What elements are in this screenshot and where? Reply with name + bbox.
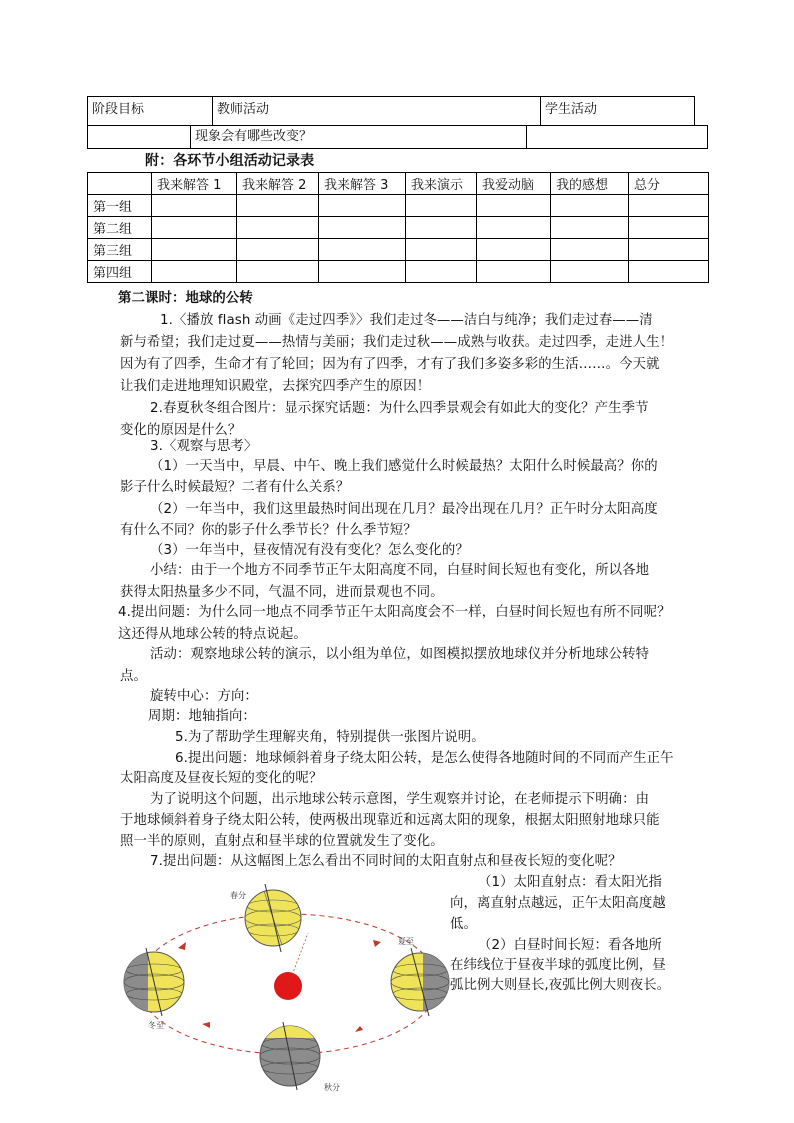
body-line: 让我们走进地理知识殿堂，去探究四季产生的原因！ bbox=[120, 379, 431, 394]
body-line: 太阳高度及昼夜长短的变化的呢？ bbox=[120, 771, 323, 786]
label-winter: 冬至 bbox=[148, 1021, 164, 1030]
body-line: 活动：观察地球公转的演示，以小组为单位，如图模拟摆放地球仪并分析地球公转特 bbox=[150, 647, 650, 662]
body-line: 这还得从地球公转的特点说起。 bbox=[118, 627, 307, 642]
earth-spring-icon bbox=[245, 884, 301, 952]
table-row bbox=[88, 261, 709, 283]
appendix-title: 附：各环节小组活动记录表 bbox=[145, 153, 315, 169]
body-line: 新与希望；我们走过夏——热情与美丽；我们走过秋——成熟与收获。走过四季，走进人生！ bbox=[120, 335, 674, 350]
body-line: 点。 bbox=[120, 669, 147, 684]
header-row2-right bbox=[526, 125, 708, 149]
orbit-arrow-icon bbox=[202, 1022, 210, 1028]
record-table bbox=[87, 172, 709, 283]
header-cell-student: 学生活动 bbox=[540, 96, 695, 126]
orbit-arrow-icon bbox=[355, 1026, 363, 1032]
body-line: 6.提出问题：地球倾斜着身子绕太阳公转，是怎么使得各地随时间的不同而产生正午 bbox=[175, 751, 674, 766]
body-line: 旋转中心：方向： bbox=[150, 689, 258, 704]
header-row2-middle: 现象会有哪些改变？ bbox=[190, 125, 527, 149]
orbit-arrow-icon bbox=[178, 942, 186, 950]
header-cell: 我的感想 bbox=[551, 173, 629, 195]
row-label: 第二组 bbox=[88, 217, 152, 239]
orbit-arrow-icon bbox=[373, 940, 381, 947]
body-line: 3.〈观察与思考〉 bbox=[150, 439, 258, 454]
header-row2-left bbox=[87, 125, 191, 149]
header-cell: 我来解答 1 bbox=[152, 173, 237, 195]
body-line: 照一半的原则，直射点和昼半球的位置就发生了变化。 bbox=[120, 834, 444, 849]
body-line: （1）一天当中，早晨、中午、晚上我们感觉什么时候最热？太阳什么时候最高？你的 bbox=[150, 459, 658, 474]
header-cell-teacher: 教师活动 bbox=[212, 96, 541, 126]
body-line: 变化的原因是什么？ bbox=[120, 423, 242, 438]
label-summer: 夏至 bbox=[398, 937, 414, 946]
header-cell: 我来解答 2 bbox=[237, 173, 319, 195]
body-line: 1.〈播放 flash 动画《走过四季》〉我们走过冬——洁白与纯净；我们走过春——清 bbox=[160, 313, 653, 328]
side-text-line: 低。 bbox=[450, 917, 477, 932]
body-line: 7.提出问题：从这幅图上怎么看出不同时间的太阳直射点和昼夜长短的变化呢？ bbox=[150, 854, 622, 869]
lesson-title: 第二课时：地球的公转 bbox=[118, 291, 253, 306]
earth-winter-icon bbox=[118, 948, 184, 1018]
body-line: 因为有了四季，生命才有了轮回；因为有了四季，才有了我们多姿多彩的生活……。今天就 bbox=[120, 357, 660, 372]
header-cell: 我来解答 3 bbox=[319, 173, 406, 195]
body-line: 影子什么时候最短？二者有什么关系？ bbox=[120, 480, 350, 495]
header-cell: 总分 bbox=[629, 173, 709, 195]
header-cell: 我来演示 bbox=[406, 173, 477, 195]
header-cell: 我爱动脑 bbox=[477, 173, 551, 195]
body-line: （2）一年当中，我们这里最热时间出现在几月？最冷出现在几月？正午时分太阳高度 bbox=[150, 502, 658, 517]
body-line: 5.为了帮助学生理解夹角，特别提供一张图片说明。 bbox=[175, 730, 485, 745]
side-text-line: 在纬线位于昼夜半球的弧度比例，昼 bbox=[450, 958, 666, 973]
earth-summer-icon bbox=[391, 948, 458, 1018]
row-label: 第一组 bbox=[88, 195, 152, 217]
table-row bbox=[88, 239, 709, 261]
earth-orbit-diagram bbox=[118, 878, 458, 1100]
body-line: （3）一年当中，昼夜情况有没有变化？怎么变化的？ bbox=[150, 543, 469, 558]
header-cell-goal: 阶段目标 bbox=[87, 96, 213, 126]
table-row bbox=[88, 195, 709, 217]
body-line: 获得太阳热量多少不同，气温不同，进而景观也不同。 bbox=[120, 585, 444, 600]
body-line: 为了说明这个问题，出示地球公转示意图，学生观察并讨论，在老师提示下明确：由 bbox=[150, 792, 650, 807]
body-line: 于地球倾斜着身子绕太阳公转，使两极出现靠近和远离太阳的现象，根据太阳照射地球只能 bbox=[120, 813, 660, 828]
earth-autumn-icon bbox=[248, 1018, 332, 1090]
header-cell bbox=[88, 173, 152, 195]
side-text-line: 向，离直射点越远，正午太阳高度越 bbox=[450, 896, 666, 911]
side-text-line: （2）白昼时间长短：看各地所 bbox=[478, 938, 662, 953]
body-line: 2.春夏秋冬组合图片：显示探究话题：为什么四季景观会有如此大的变化？产生季节 bbox=[150, 401, 649, 416]
body-line: 周期：地轴指向： bbox=[148, 709, 256, 724]
record-table-header bbox=[88, 173, 709, 195]
table-row bbox=[88, 217, 709, 239]
row-label: 第四组 bbox=[88, 261, 152, 283]
row-label: 第三组 bbox=[88, 239, 152, 261]
body-line: 有什么不同？你的影子什么季节长？什么季节短？ bbox=[120, 523, 417, 538]
body-line: 小结：由于一个地方不同季节正午太阳高度不同，白昼时间长短也有变化，所以各地 bbox=[150, 563, 650, 578]
side-text-line: （1）太阳直射点：看太阳光指 bbox=[478, 875, 662, 890]
label-spring: 春分 bbox=[230, 891, 246, 900]
label-autumn: 秋分 bbox=[324, 1083, 340, 1092]
side-text-line: 弧比例大则昼长,夜弧比例大则夜长。 bbox=[450, 978, 671, 993]
body-line: 4.提出问题：为什么同一地点不同季节正午太阳高度会不一样，白昼时间长短也有所不同呢？ bbox=[118, 605, 671, 620]
